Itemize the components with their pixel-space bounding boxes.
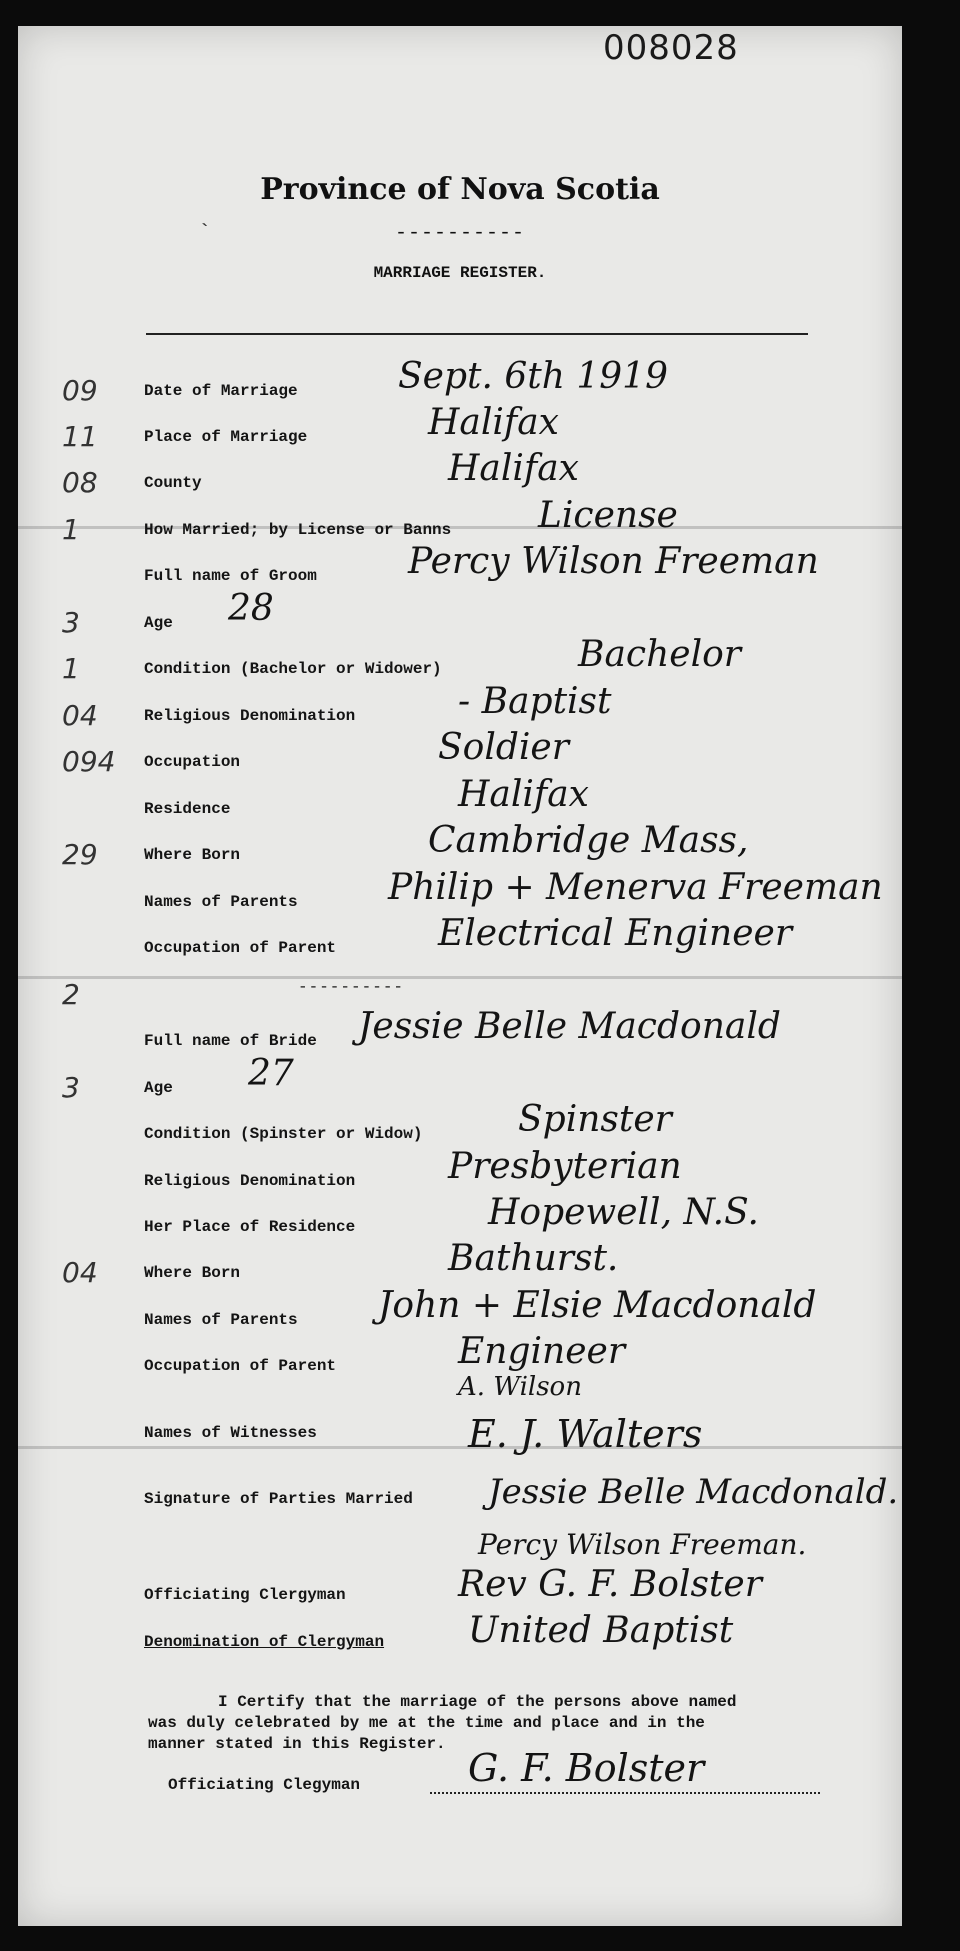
clergy-denomination-value: United Baptist: [468, 1610, 734, 1651]
officiating-signature: G. F. Bolster: [468, 1746, 705, 1790]
field-value: Philip + Menerva Freeman: [388, 867, 883, 908]
field-value: 28: [228, 588, 274, 629]
witnesses-label: Names of Witnesses: [144, 1424, 317, 1442]
field-label: Occupation: [144, 753, 241, 771]
field-code: 04: [62, 699, 98, 732]
field-label: Religious Denomination: [144, 1172, 356, 1190]
field-value: Bathurst.: [448, 1238, 619, 1279]
field-label: Where Born: [144, 846, 241, 864]
field-value: Hopewell, N.S.: [488, 1192, 759, 1233]
field-value: Halifax: [428, 402, 559, 443]
ink-mark: `: [198, 221, 212, 246]
field-value: Presbyterian: [448, 1146, 682, 1187]
field-value: License: [538, 495, 678, 536]
field-label: Where Born: [144, 1264, 241, 1282]
field-label: Condition (Bachelor or Widower): [144, 660, 442, 678]
certification-line: I Certify that the marriage of the persons above named: [218, 1693, 737, 1711]
bride-signature: Jessie Belle Macdonald.: [488, 1472, 899, 1512]
field-value: Halifax: [458, 774, 589, 815]
field-value: 27: [248, 1053, 294, 1094]
field-label: County: [144, 474, 202, 492]
officiating-clergyman-label: Officiating Clegyman: [168, 1776, 361, 1794]
field-code: 3: [62, 1071, 80, 1104]
groom-signature: Percy Wilson Freeman.: [478, 1528, 807, 1561]
register-subtitle: MARRIAGE REGISTER.: [373, 264, 547, 282]
fold-line: [18, 976, 902, 979]
field-value: Bachelor: [578, 634, 741, 675]
clergyman-value: Rev G. F. Bolster: [458, 1564, 762, 1605]
field-value: Halifax: [448, 448, 579, 489]
field-value: Soldier: [438, 727, 569, 768]
field-value: Percy Wilson Freeman: [408, 541, 819, 582]
field-code: 3: [62, 606, 80, 639]
marriage-register-document: [18, 26, 902, 1926]
witness-signature-1: A. Wilson: [458, 1372, 582, 1402]
field-label: Occupation of Parent: [144, 1357, 337, 1375]
header-rule: [146, 333, 808, 335]
title-separator: ----------: [394, 222, 526, 245]
certification-line: was duly celebrated by me at the time and place and in the: [148, 1714, 705, 1732]
clergy-denomination-label: Denomination of Clergyman: [144, 1633, 385, 1651]
field-code: 2: [62, 978, 80, 1011]
field-label: Names of Parents: [144, 893, 298, 911]
page-title: Province of Nova Scotia: [260, 172, 660, 207]
field-value: Spinster: [518, 1099, 672, 1140]
field-code: 094: [62, 745, 116, 778]
field-label: Place of Marriage: [144, 428, 308, 446]
field-code: 09: [62, 374, 98, 407]
field-value: Cambridge Mass,: [428, 820, 749, 861]
fold-line: [18, 1446, 902, 1449]
document-number-stamp: 008028: [603, 28, 739, 68]
field-label: Full name of Bride: [144, 1032, 317, 1050]
field-value: Jessie Belle Macdonald: [358, 1006, 781, 1047]
field-value: Sept. 6th 1919: [398, 356, 668, 397]
field-code: 11: [62, 420, 98, 453]
field-label: Religious Denomination: [144, 707, 356, 725]
field-code: 1: [62, 513, 80, 546]
field-code: 04: [62, 1256, 98, 1289]
groom-bride-separator: ----------: [298, 978, 405, 996]
field-label: Full name of Groom: [144, 567, 317, 585]
field-label: Her Place of Residence: [144, 1218, 356, 1236]
field-label: How Married; by License or Banns: [144, 521, 452, 539]
field-label: Date of Marriage: [144, 382, 298, 400]
field-code: 08: [62, 466, 98, 499]
field-label: Occupation of Parent: [144, 939, 337, 957]
field-label: Age: [144, 614, 173, 632]
field-value: John + Elsie Macdonald: [378, 1285, 817, 1326]
field-label: Age: [144, 1079, 173, 1097]
field-label: Residence: [144, 800, 231, 818]
certification-line: manner stated in this Register.: [148, 1735, 446, 1753]
field-value: Engineer: [458, 1331, 626, 1372]
signature-parties-label: Signature of Parties Married: [144, 1490, 413, 1508]
field-value: - Baptist: [458, 681, 612, 722]
field-code: 29: [62, 838, 98, 871]
field-value: Electrical Engineer: [438, 913, 793, 954]
field-label: Names of Parents: [144, 1311, 298, 1329]
witness-signature-2: E. J. Walters: [468, 1412, 703, 1456]
clergyman-label: Officiating Clergyman: [144, 1586, 346, 1604]
field-label: Condition (Spinster or Widow): [144, 1125, 423, 1143]
field-code: 1: [62, 652, 80, 685]
